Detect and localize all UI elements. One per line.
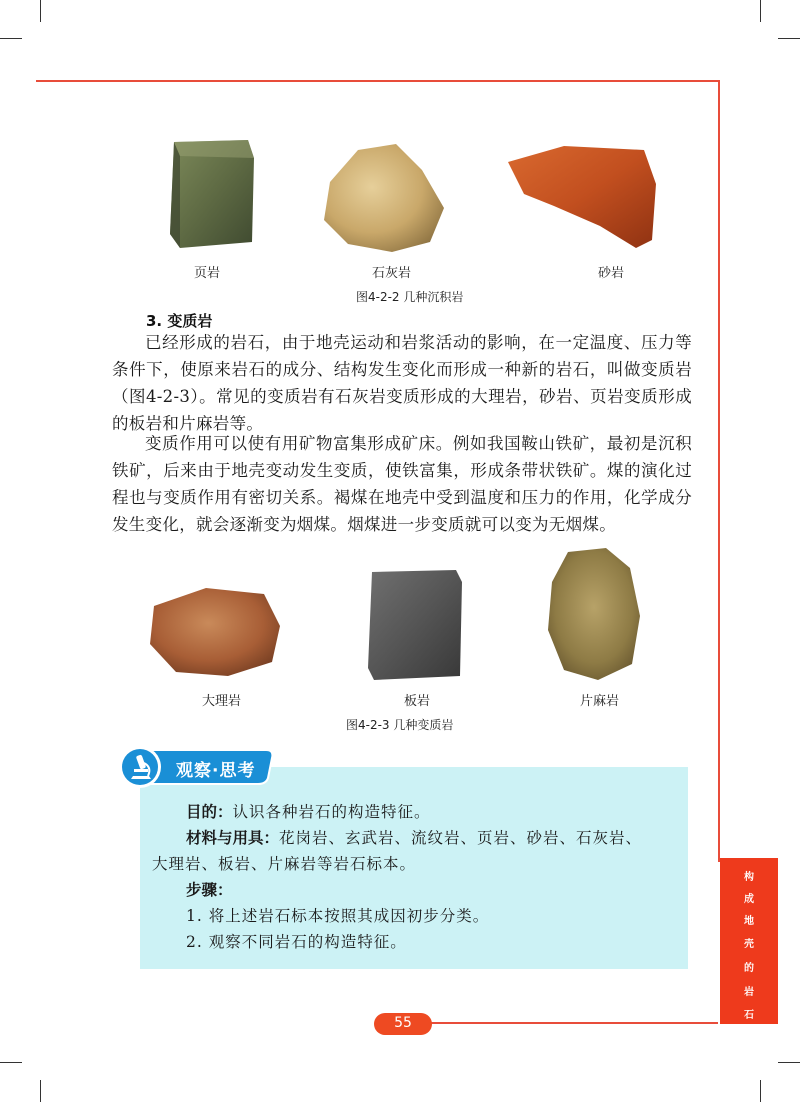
section-heading: 3. 变质岩 bbox=[146, 312, 213, 330]
purpose-line bbox=[186, 800, 431, 824]
figure-caption: 图4-2-2 几种沉积岩 bbox=[356, 290, 464, 304]
step-item: 1. 将上述岩石标本按照其成因初步分类。 bbox=[186, 907, 490, 925]
chapter-side-tab bbox=[720, 858, 778, 1024]
materials-line-continued: 大理岩、板岩、片麻岩等岩石标本。 bbox=[152, 855, 417, 873]
slate-rock-image bbox=[366, 568, 464, 682]
shale-rock-image bbox=[166, 138, 258, 252]
crop-mark bbox=[760, 1080, 761, 1102]
microscope-icon bbox=[124, 751, 158, 789]
side-tab-char: 的 bbox=[744, 963, 754, 974]
crop-mark bbox=[40, 1080, 41, 1102]
body-paragraph: 变质作用可以使有用矿物富集形成矿床。例如我国鞍山铁矿，最初是沉积铁矿，后来由于地壳变动发生变质，使铁富集，形成条带状铁矿。煤的演化过程也与变质作用有密切关系。褐煤在地壳中受到温度和压力的作用，化学成分发生变化，就会逐渐变为烟煤。烟煤进一步变质就可以变为无烟煤。 bbox=[112, 434, 692, 534]
rock-label: 大理岩 bbox=[202, 694, 242, 709]
page-frame-top bbox=[36, 80, 720, 82]
steps-label: 步骤： bbox=[186, 881, 233, 899]
side-tab-char: 地 bbox=[744, 916, 754, 927]
page-frame-bottom bbox=[430, 1022, 718, 1024]
rock-label: 片麻岩 bbox=[580, 694, 620, 709]
page-number: 55 bbox=[394, 1015, 412, 1031]
observation-title: 观察·思考 bbox=[176, 761, 256, 781]
side-tab-char: 成 bbox=[744, 894, 754, 905]
rock-label: 页岩 bbox=[194, 266, 221, 281]
crop-mark bbox=[40, 0, 41, 22]
figure-caption: 图4-2-3 几种变质岩 bbox=[346, 718, 454, 732]
crop-mark bbox=[778, 38, 800, 39]
marble-rock-image bbox=[146, 584, 284, 680]
body-paragraph: 已经形成的岩石，由于地壳运动和岩浆活动的影响，在一定温度、压力等条件下，使原来岩石的成分、结构发生变化而形成一种新的岩石，叫做变质岩（图4-2-3）。常见的变质岩有石灰岩变质形成的大理岩，砂岩、页岩变质形成的板岩和片麻岩等。 bbox=[112, 333, 692, 433]
materials-text: 花岗岩、玄武岩、流纹岩、页岩、砂岩、石灰岩、 bbox=[279, 829, 643, 847]
materials-label: 材料与用具： bbox=[186, 829, 280, 847]
step-item: 2. 观察不同岩石的构造特征。 bbox=[186, 933, 407, 951]
sandstone-rock-image bbox=[504, 144, 660, 252]
crop-mark bbox=[0, 1062, 22, 1063]
steps-line bbox=[186, 878, 233, 902]
gneiss-rock-image bbox=[544, 546, 644, 682]
side-tab-char: 石 bbox=[744, 1010, 754, 1021]
side-tab-char: 岩 bbox=[744, 987, 754, 998]
side-tab-char: 构 bbox=[744, 872, 754, 883]
crop-mark bbox=[778, 1062, 800, 1063]
side-tab-char: 壳 bbox=[744, 939, 754, 950]
crop-mark bbox=[0, 38, 22, 39]
purpose-label: 目的： bbox=[186, 803, 233, 821]
crop-mark bbox=[760, 0, 761, 22]
purpose-text: 认识各种岩石的构造特征。 bbox=[232, 803, 431, 821]
rock-label: 砂岩 bbox=[598, 266, 625, 281]
limestone-rock-image bbox=[318, 142, 448, 254]
materials-line bbox=[186, 826, 642, 850]
rock-label: 石灰岩 bbox=[372, 266, 412, 281]
rock-label: 板岩 bbox=[404, 694, 431, 709]
page-frame-right bbox=[718, 80, 720, 862]
